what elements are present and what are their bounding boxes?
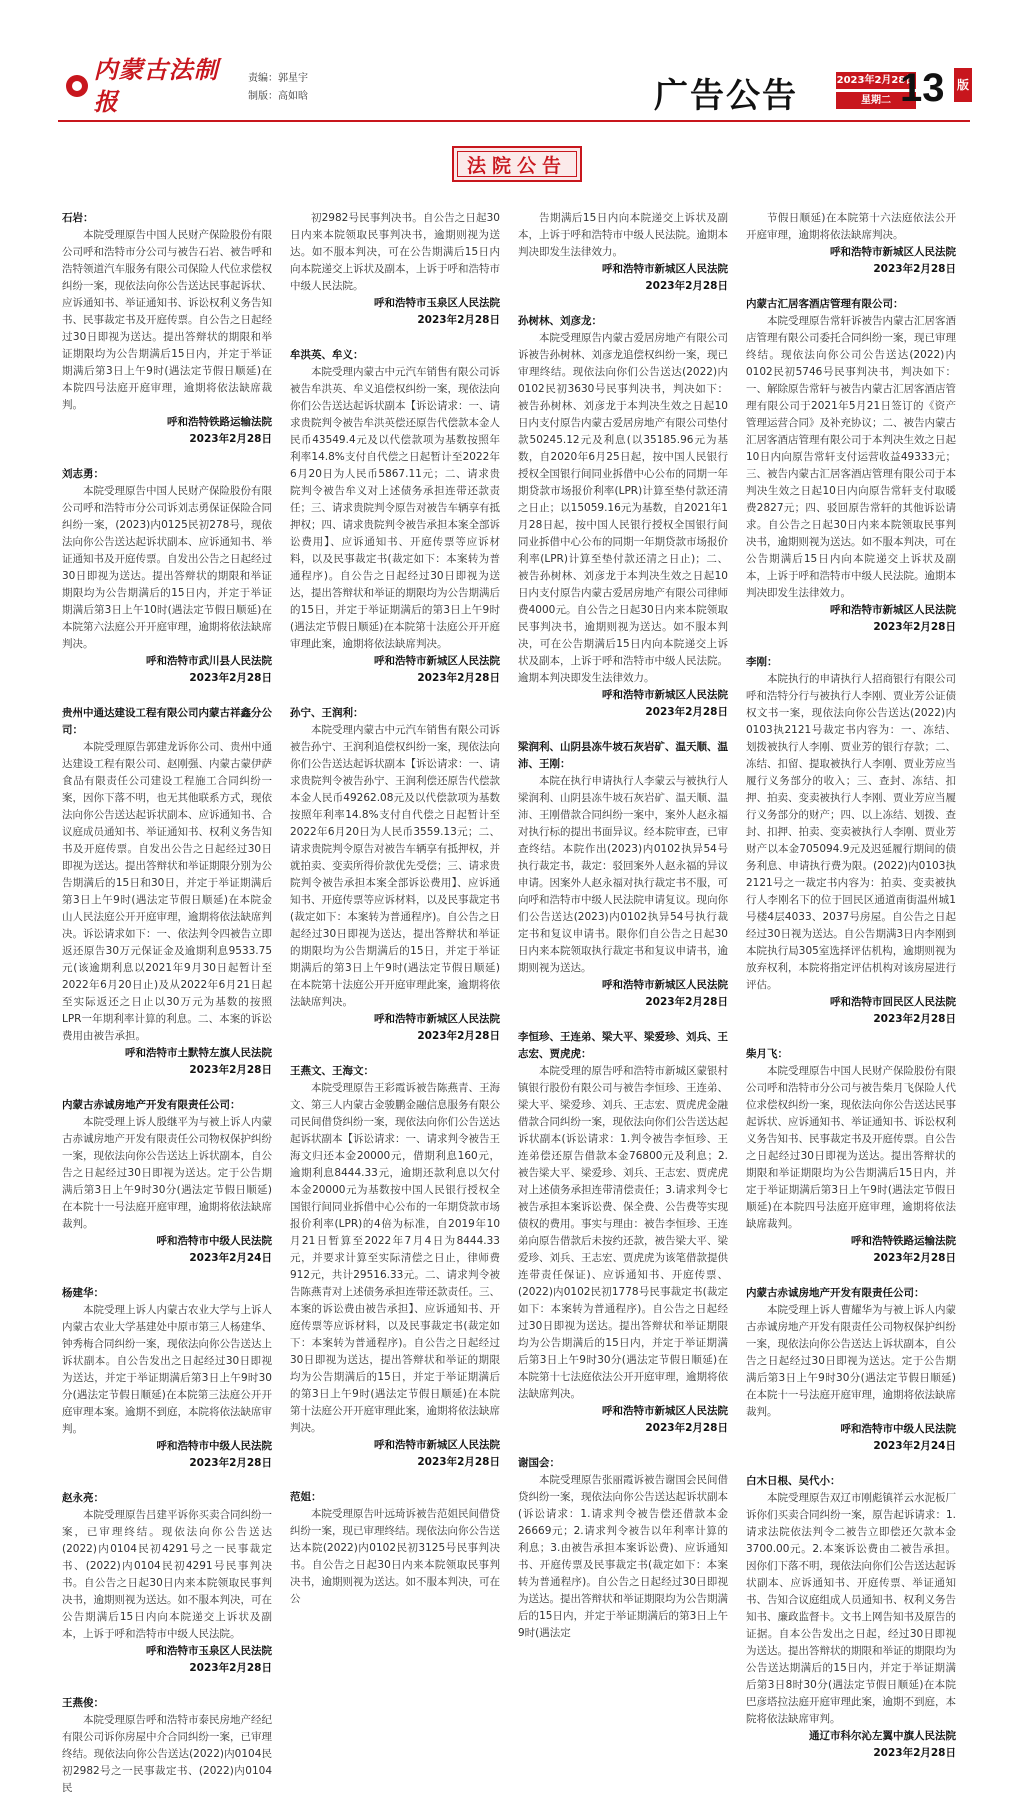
notice-court: 呼和浩特市回民区人民法院 bbox=[830, 996, 956, 1008]
notice-body: 告期满后15日内向本院递交上诉状及副本，上诉于呼和浩特市中级人民法院。逾期本判决即发生法律效力。 bbox=[518, 212, 728, 258]
court-notice bbox=[746, 1473, 956, 1762]
notice-court: 呼和浩特市新城区人民法院 bbox=[374, 655, 500, 667]
court-notice bbox=[746, 654, 956, 1028]
court-notice bbox=[290, 705, 500, 1045]
notice-body: 本院受理原告王彩霞诉被告陈燕青、王海文、第三人内蒙古金骏鹏金融信息服务有限公司民间借贷纠纷一案，现依法向你们公告送达起诉状副本【诉讼请求：一、请求判令被告王海文归还本金20000元，借期利息160元，逾期利息8444.33元，逾期还款利息以欠付本金20000元为基数按中国人民银行授权全国银行间同业拆借中心公布的一年期贷款市场报价利率(LPR)的4倍为标准，自2019年10月21日暂算至2022年7月4日为8444.33元，并要求计算至实际清偿之日止，律师费912元，共计29516.33元。二、请求判令被告陈燕青对上述债务承担连带还款责任。三、本案的诉讼费由被告承担】、应诉通知书、开庭传票等应诉材料，以及民事裁定书(裁定如下：本案转为普通程序)。自公告之日起经过30日即视为送达，提出答辩状和举证的期限均为公告期满后的15日，并定于举证期满后的第3日上午9时(遇法定节假日顺延)在本院第十法庭公开开庭审理此案，逾期将依法缺席判决。 bbox=[290, 1082, 500, 1434]
court-notice bbox=[518, 210, 728, 295]
notice-addressee: 杨建华： bbox=[62, 1287, 104, 1299]
section-banner bbox=[452, 146, 582, 182]
editor-credits bbox=[248, 70, 308, 106]
notice-court: 呼和浩特市新城区人民法院 bbox=[602, 979, 728, 991]
notice-addressee: 石岩： bbox=[62, 212, 94, 224]
notice-date: 2023年2月28日 bbox=[645, 706, 728, 718]
notice-body: 初2982号民事判决书。自公告之日起30日内来本院领取民事判决书，逾期则视为送达。如不服本判决，可在公告期满后15日内向本院递交上诉状及副本，上诉于呼和浩特市中级人民法院。 bbox=[290, 212, 500, 292]
notice-body: 本院受理原告郭建龙诉你公司、贵州中通达建设工程有限公司、赵刚强、内蒙古蒙伊萨食品有限责任公司建设工程施工合同纠纷一案，因你下落不明，也无其他联系方式，现依法向你公告送达起诉状副本、应诉通知书、合议庭成员通知书、举证通知书、权利义务告知书及开庭传票。自发出公告之日起经过30日即视为送达。提出答辩状和举证期限分别为公告期满后的15日和30日，并定于举证期满后第3日上午9时(遇法定节假日顺延)在本院金山人民法庭公开开庭审理，逾期将依法缺席判决。诉讼请求如下：一、依法判令四被告立即返还原告30万元保证金及逾期利息9533.75元(该逾期利息以2021年9月30日起暂计至2022年6月20日止)及从2022年6月21日起至实际返还之日止以30万元为基数的按照LPR一年期利率计算的利息。二、本案的诉讼费用由被告承担。 bbox=[62, 741, 272, 1042]
notice-date: 2023年2月24日 bbox=[189, 1252, 272, 1264]
section-title: 广告公告 bbox=[654, 76, 798, 116]
notice-body: 本院受理上诉人殷继平为与被上诉人内蒙古赤诚房地产开发有限责任公司物权保护纠纷一案，现依法向你公告送达上诉状副本，自公告之日起经过30日即视为送达。定于公告期满后第3日上午9时30分(遇法定节假日顺延)在本院十一号法庭开庭审理，逾期将依法缺席裁判。 bbox=[62, 1116, 272, 1230]
notice-body: 本院受理原告呼和浩特市泰民房地产经纪有限公司诉你房屋中介合同纠纷一案，已审理终结。现依法向你公告送达(2022)内0104民初2982号之一民事裁定书、(2022)内0104民 bbox=[62, 1714, 272, 1794]
court-notice bbox=[62, 705, 272, 1079]
court-notice bbox=[746, 1046, 956, 1267]
notice-date: 2023年2月28日 bbox=[645, 996, 728, 1008]
notice-addressee: 内蒙古赤诚房地产开发有限责任公司： bbox=[746, 1287, 925, 1299]
notice-court: 呼和浩特市中级人民法院 bbox=[840, 1423, 956, 1435]
issue-date: 2023年2月28日 bbox=[836, 72, 916, 89]
notice-court: 呼和浩特市土默特左旗人民法院 bbox=[125, 1047, 272, 1059]
notice-date: 2023年2月28日 bbox=[417, 1030, 500, 1042]
notice-date: 2023年2月28日 bbox=[645, 1422, 728, 1434]
court-notice bbox=[62, 1695, 272, 1797]
notice-date: 2023年2月28日 bbox=[189, 433, 272, 445]
court-notice bbox=[62, 1490, 272, 1677]
notice-body: 本院受理的原告呼和浩特市新城区蒙银村镇银行股份有限公司与被告李恒珍、王连弟、梁大平、梁爱珍、刘兵、王志宏、贾虎虎金融借款合同纠纷一案，现依法向你们公告送达起诉状副本(诉讼请求：1.判令被告李恒珍、王连弟偿还原告借款本金76800元及利息；2.被告梁大平、梁爱珍、刘兵、王志宏、贾虎虎对上述债务承担连带清偿责任；3.请求判令七被告承担本案诉讼费、保全费、公告费等实现债权的费用。事实与理由：被告李恒珍、王连弟向原告借款后未按约还款，被告梁大平、梁爱珍、刘兵、王志宏、贾虎虎为该笔借款提供连带责任保证)、应诉通知书、开庭传票、(2022)内0102民初1778号民事裁定书(裁定如下：本案转为普通程序)。自公告之日起经过30日即视为送达。提出答辩状和举证期限均为公告期满后的15日内，并定于举证期满后第3日上午9时30分(遇法定节假日顺延)在本院第十七法庭依法公开开庭审理，逾期将依法缺席判决。 bbox=[518, 1065, 728, 1400]
notice-court: 呼和浩特市中级人民法院 bbox=[156, 1440, 272, 1452]
notice-date: 2023年2月28日 bbox=[417, 314, 500, 326]
notice-addressee: 赵永亮： bbox=[62, 1492, 104, 1504]
notice-court: 呼和浩特市新城区人民法院 bbox=[830, 604, 956, 616]
issue-weekday: 星期二 bbox=[836, 92, 916, 109]
notice-date: 2023年2月28日 bbox=[873, 1013, 956, 1025]
notice-addressee: 刘志勇： bbox=[62, 468, 104, 480]
notice-body: 本院受理原告中国人民财产保险股份有限公司呼和浩特市分公司与被告石岩、被告呼和浩特领道汽车服务有限公司保险人代位求偿权纠纷一案，现依法向你公告送达民事起诉状、应诉通知书、举证通知书、诉讼权利义务告知书、民事裁定书及开庭传票。自公告之日起经过30日即视为送达。提出答辩状的期限和举证期限均为公告期满后15日内，并定于举证期满后第3日上午9时(遇法定节假日顺延)在本院四号法庭开庭审理，逾期将依法缺席裁判。 bbox=[62, 229, 272, 411]
court-notice bbox=[290, 1063, 500, 1471]
newspaper-logo[interactable] bbox=[66, 55, 241, 116]
page-number: 13 bbox=[900, 66, 945, 110]
notice-addressee: 范姐： bbox=[290, 1491, 322, 1503]
notice-addressee: 贵州中通达建设工程有限公司内蒙古祥鑫分公司： bbox=[62, 707, 272, 736]
notice-body: 本院受理内蒙古中元汽车销售有限公司诉被告牟洪英、牟义追偿权纠纷一案，现依法向你们公告送达起诉状副本【诉讼请求：一、请求贵院判令被告牟洪英偿还原告代偿款本金人民币43549.4元及以代偿款项为基数按照年利率14.8%支付自代偿之日起暂计至2022年6月20日为人民币5867.11元；二、请求贵院判令被告牟义对上述债务承担连带还款责任；三、请求贵院判令原告对被告车辆享有抵押权；四、请求贵院判令被告承担本案全部诉讼费用】、应诉通知书、开庭传票等应诉材料，以及民事裁定书(裁定如下：本案转为普通程序)。自公告之日起经过30日即视为送达，提出答辩状和举证的期限均为公告期满后的15日，并定于举证期满后的第3日上午9时(遇法定节假日顺延)在本院第十法庭公开开庭审理此案，逾期将依法缺席判决。 bbox=[290, 366, 500, 650]
court-notice bbox=[518, 739, 728, 1011]
court-notice bbox=[62, 466, 272, 687]
notice-body: 本院受理原告张丽霞诉被告谢国会民间借贷纠纷一案，现依法向你公告送达起诉状副本(诉讼请求：1.请求判令被告偿还借款本金26669元；2.请求判令被告以年利率计算的利息；3.由被告承担本案诉讼费)、应诉通知书、开庭传票及民事裁定书(裁定如下：本案转为普通程序)。自公告之日起经过30日即视为送达。提出答辩状和举证期限均为公告期满后的15日内，并定于举证期满后的第3日上午9时(遇法定 bbox=[518, 1474, 728, 1639]
notice-court: 呼和浩特市新城区人民法院 bbox=[830, 246, 956, 258]
notice-date: 2023年2月28日 bbox=[417, 672, 500, 684]
notice-date: 2023年2月28日 bbox=[189, 672, 272, 684]
notice-court: 呼和浩特市新城区人民法院 bbox=[602, 689, 728, 701]
editor-credit: 责编：郭星宇 bbox=[248, 73, 308, 84]
court-notice bbox=[746, 296, 956, 636]
court-notice bbox=[62, 210, 272, 448]
notice-addressee: 牟洪英、牟义： bbox=[290, 349, 364, 361]
court-notice bbox=[518, 313, 728, 721]
notice-column bbox=[518, 210, 728, 1660]
notice-court: 呼和浩特市新城区人民法院 bbox=[602, 1405, 728, 1417]
notice-addressee: 谢国会： bbox=[518, 1457, 560, 1469]
notice-court: 呼和浩特铁路运输法院 bbox=[167, 416, 272, 428]
notice-addressee: 内蒙古赤诚房地产开发有限责任公司： bbox=[62, 1099, 241, 1111]
notice-body: 本院执行的申请执行人招商银行有限公司呼和浩特分行与被执行人李刚、贾业芳公证债权文书一案，现依法向你公告送达(2022)内0103执2121号裁定书内容为：一、冻结、划拨被执行人李刚、贾业芳的银行存款；二、冻结、扣留、提取被执行人李刚、贾业芳应当履行义务部分的收入；三、查封、冻结、扣押、拍卖、变卖被执行人李刚、贾业芳应当履行义务部分的财产；四、以上冻结、划拨、查封、扣押、拍卖、变卖被执行人李刚、贾业芳财产以本金705094.9元及迟延履行期间的债务利息、申请执行费为限。(2022)内0103执2121号之一裁定书内容为：拍卖、变卖被执行人李刚名下的位于回民区通道南街温州城1号楼4层4033、2037号房屋。自公告之日起经过30日视为送达。自公告期满3日内李刚到本院执行局305室选择评估机构，逾期则视为放弃权利，本院将指定评估机构对该房屋进行评估。 bbox=[746, 673, 956, 991]
notice-body: 本院受理上诉人内蒙古农业大学与上诉人内蒙古农业大学基建处中原市第三人杨建华、钟秀梅合同纠纷一案，现依法向你公告送达上诉状副本。自公告发出之日起经过30日即视为送达，并定于举证期满后第3日上午9时30分(遇法定节假日顺延)在本院第三法庭公开开庭审理本案。逾期不到庭，本院将依法缺席审判。 bbox=[62, 1304, 272, 1435]
notice-court: 呼和浩特市新城区人民法院 bbox=[602, 263, 728, 275]
court-notice bbox=[746, 1285, 956, 1455]
notice-court: 呼和浩特铁路运输法院 bbox=[851, 1235, 956, 1247]
notice-date: 2023年2月28日 bbox=[189, 1662, 272, 1674]
court-notice bbox=[290, 210, 500, 329]
notice-addressee: 白木日根、吴代小： bbox=[746, 1475, 841, 1487]
notice-addressee: 李刚： bbox=[746, 656, 778, 668]
court-notice bbox=[746, 210, 956, 278]
logo-emblem-icon bbox=[66, 75, 88, 97]
notice-body: 本院在执行申请执行人李蒙云与被执行人梁润利、山阴县冻牛坡石灰岩矿、温天顺、温沛、王刚借款合同纠纷一案中，案外人赵永福对执行标的提出书面异议。经本院审查，已审查终结。本院作出(2023)内0102执异54号执行裁定书，裁定：驳回案外人赵永福的异议申请。因案外人赵永福对执行裁定书不服，可向呼和浩特市中级人民法院申请复议。现向你们公告送达(2023)内0102执异54号执行裁定书和复议申请书。限你们自公告之日起30日内来本院领取执行裁定书和复议申请书，逾期则视为送达。 bbox=[518, 775, 728, 974]
notice-body: 本院受理原告双辽市刚彪镇祥云水泥板厂诉你们买卖合同纠纷一案，原告起诉请求：1.请求法院依法判令二被告立即偿还欠款本金3700.00元。2.本案诉讼费由二被告承担。因你们下落不明，现依法向你们公告送达起诉状副本、应诉通知书、开庭传票、举证通知书、告知合议庭组成人员通知书、权利义务告知书、廉政监督卡。文书上网告知书及原告的证据。自本公告发出之日起，经过30日即视为送达。提出答辩状的期限和举证的期限均为公告送达期满后的15日内，并定于举证期满后第3日8时30分(遇法定节假日顺延)在本院巴彦塔拉法庭开庭审理此案，逾期不到庭，本院将依法缺席审判。 bbox=[746, 1492, 956, 1725]
newspaper-name: 内蒙古法制报 bbox=[93, 55, 219, 116]
notice-date: 2023年2月28日 bbox=[417, 1456, 500, 1468]
banner-title: 法院公告 bbox=[466, 154, 567, 177]
notice-court: 呼和浩特市玉泉区人民法院 bbox=[374, 297, 500, 309]
court-notice bbox=[290, 1489, 500, 1608]
notice-column bbox=[62, 210, 272, 1815]
court-notice bbox=[62, 1097, 272, 1267]
notice-body: 本院受理上诉人曹耀华为与被上诉人内蒙古赤诚房地产开发有限责任公司物权保护纠纷一案，现依法向你公告送达上诉状副本，自公告之日起经过30日即视为送达。定于公告期满后第3日上午9时30分(遇法定节假日顺延)在本院十一号法庭开庭审理，逾期将依法缺席裁判。 bbox=[746, 1304, 956, 1418]
notice-date: 2023年2月24日 bbox=[873, 1440, 956, 1452]
edition-label: 版 bbox=[954, 68, 972, 102]
notice-date: 2023年2月28日 bbox=[873, 621, 956, 633]
court-notice bbox=[290, 347, 500, 687]
notice-body: 本院受理原告叶远琦诉被告范姐民间借贷纠纷一案，现已审理终结。现依法向你公告送达本院(2022)内0102民初3125号民事判决书。自公告之日起30日内来本院领取民事判决书，逾期则视为送达。如不服本判决，可在公 bbox=[290, 1508, 500, 1605]
notice-column bbox=[290, 210, 500, 1626]
notice-body: 本院受理原告中国人民财产保险股份有限公司呼和浩特市分公司与被告柴月飞保险人代位求偿权纠纷一案，现依法向你公告送达民事起诉状、应诉通知书、举证通知书、诉讼权利义务告知书、民事裁定书及开庭传票。自公告之日起经过30日即视为送达。提出答辩状的期限和举证期限均为公告期满后15日内，并定于举证期满后第3日上午9时(遇法定节假日顺延)在本院四号法庭开庭审理，逾期将依法缺席裁判。 bbox=[746, 1065, 956, 1230]
notice-body: 本院受理原告中国人民财产保险股份有限公司呼和浩特市分公司诉刘志勇保证保险合同纠纷一案，(2023)内0125民初278号，现依法向你公告送达起诉状副本、应诉通知书、举证通知书及开庭传票。自发出公告之日起经过30日即视为送达。提出答辩状的期限和举证期限均为公告期满后的15日内，并定于举证期满后第3日上午10时(遇法定节假日顺延)在本院第六法庭公开开庭审理，逾期将依法缺席判决。 bbox=[62, 485, 272, 650]
notice-addressee: 柴月飞： bbox=[746, 1048, 788, 1060]
notice-addressee: 梁润利、山阴县冻牛坡石灰岩矿、温天顺、温沛、王刚： bbox=[518, 741, 728, 770]
notice-court: 通辽市科尔沁左翼中旗人民法院 bbox=[809, 1730, 956, 1742]
notice-body: 本院受理原告常轩诉被告内蒙古汇居客酒店管理有限公司委托合同纠纷一案，现已审理终结。现依法向你公司公告送达(2022)内0102民初5746号民事判决书，判决如下：一、解除原告常轩与被告内蒙古汇居客酒店管理有限公司于2021年5月21日签订的《资产管理运营合同》及补充协议；二、被告内蒙古汇居客酒店管理有限公司于本判决生效之日起10日内向原告常轩支付运营收益49333元；三、被告内蒙古汇居客酒店管理有限公司于本判决生效之日起10日内向原告常轩支付取暖费2827元；四、驳回原告常轩的其他诉讼请求。自公告之日起30日内来本院领取民事判决书，逾期则视为送达。如不服本判决，可在公告期满后15日内向本院递交上诉状及副本，上诉于呼和浩特市中级人民法院。逾期本判决即发生法律效力。 bbox=[746, 315, 956, 599]
notice-body: 本院受理原告吕建平诉你买卖合同纠纷一案，已审理终结。现依法向你公告送达(2022)内0104民初4291号之一民事裁定书、(2022)内0104民初4291号民事判决书。自公告之日起30日内来本院领取民事判决书，逾期则视为送达。如不服本判决，可在公告期满后15日内向本院递交上诉状及副本，上诉于呼和浩特市中级人民法院。 bbox=[62, 1509, 272, 1640]
notice-date: 2023年2月28日 bbox=[873, 1747, 956, 1759]
notice-court: 呼和浩特市中级人民法院 bbox=[156, 1235, 272, 1247]
notice-date: 2023年2月28日 bbox=[873, 263, 956, 275]
notice-body: 本院受理原告内蒙古爱居房地产有限公司诉被告孙树林、刘彦龙追偿权纠纷一案，现已审理终结。现依法向你们公告送达(2022)内0102民初3630号民事判决书，判决如下：被告孙树林、刘彦龙于本判决生效之日起10日内支付原告内蒙古爱居房地产有限公司垫付款50245.12元及利息(以35185.96元为基数，自2020年6月25日起，按中国人民银行授权全国银行间同业拆借中心公布的同期一年期贷款市场报价利率(LPR)计算至垫付款还清之日止；以15059.16元为基数，自2021年1月28日起，按中国人民银行授权全国银行间同业拆借中心公布的同期一年期贷款市场报价利率(LPR)计算至垫付款还清之日止)；二、被告孙树林、刘彦龙于本判决生效之日起10日内支付原告内蒙古爱居房地产有限公司律师费4000元。自公告之日起30日内来本院领取民事判决书，逾期则视为送达。如不服本判决，可在公告期满后15日内向本院递交上诉状及副本，上诉于呼和浩特市中级人民法院。逾期本判决即发生法律效力。 bbox=[518, 332, 728, 684]
notice-column bbox=[746, 210, 956, 1780]
notice-court: 呼和浩特市新城区人民法院 bbox=[374, 1439, 500, 1451]
notice-date: 2023年2月28日 bbox=[873, 1252, 956, 1264]
notice-date: 2023年2月28日 bbox=[189, 1064, 272, 1076]
court-notice bbox=[518, 1455, 728, 1642]
notice-addressee: 孙树林、刘彦龙： bbox=[518, 315, 602, 327]
notice-body: 本院受理内蒙古中元汽车销售有限公司诉被告孙宁、王润利追偿权纠纷一案，现依法向你们公告送达起诉状副本【诉讼请求：一、请求贵院判令被告孙宁、王润利偿还原告代偿款本金人民币49262.08元及以代偿款项为基数按照年利率14.8%支付自代偿之日起暂计至2022年6月20日为人民币3559.13元；二、请求贵院判令原告对被告车辆享有抵押权，并就拍卖、变卖所得价款优先受偿；三、请求贵院判令被告承担本案全部诉讼费用】、应诉通知书、开庭传票等应诉材料，以及民事裁定书(裁定如下：本案转为普通程序)。自公告之日起经过30日即视为送达，提出答辩状和举证的期限均为公告期满后的15日，并定于举证期满后的第3日上午9时(遇法定节假日顺延)在本院第十法庭公开开庭审理此案，逾期将依法缺席判决。 bbox=[290, 724, 500, 1008]
notice-court: 呼和浩特市玉泉区人民法院 bbox=[146, 1645, 272, 1657]
notice-addressee: 孙宁、王润利： bbox=[290, 707, 364, 719]
notice-court: 呼和浩特市武川县人民法院 bbox=[146, 655, 272, 667]
notice-date: 2023年2月28日 bbox=[189, 1457, 272, 1469]
producer-credit: 制版：高如晗 bbox=[248, 91, 308, 102]
notice-date: 2023年2月28日 bbox=[645, 280, 728, 292]
notice-addressee: 李恒珍、王连弟、梁大平、梁爱珍、刘兵、王志宏、贾虎虎： bbox=[518, 1031, 728, 1060]
court-notice bbox=[518, 1029, 728, 1437]
notice-addressee: 内蒙古汇居客酒店管理有限公司： bbox=[746, 298, 904, 310]
header-rule bbox=[58, 120, 970, 122]
notice-court: 呼和浩特市新城区人民法院 bbox=[374, 1013, 500, 1025]
masthead bbox=[58, 55, 970, 118]
notice-body: 节假日顺延)在本院第十六法庭依法公开开庭审理，逾期将依法缺席判决。 bbox=[746, 212, 956, 241]
notice-addressee: 王燕俊： bbox=[62, 1697, 104, 1709]
notice-addressee: 王燕文、王海文： bbox=[290, 1065, 374, 1077]
court-notice bbox=[62, 1285, 272, 1472]
